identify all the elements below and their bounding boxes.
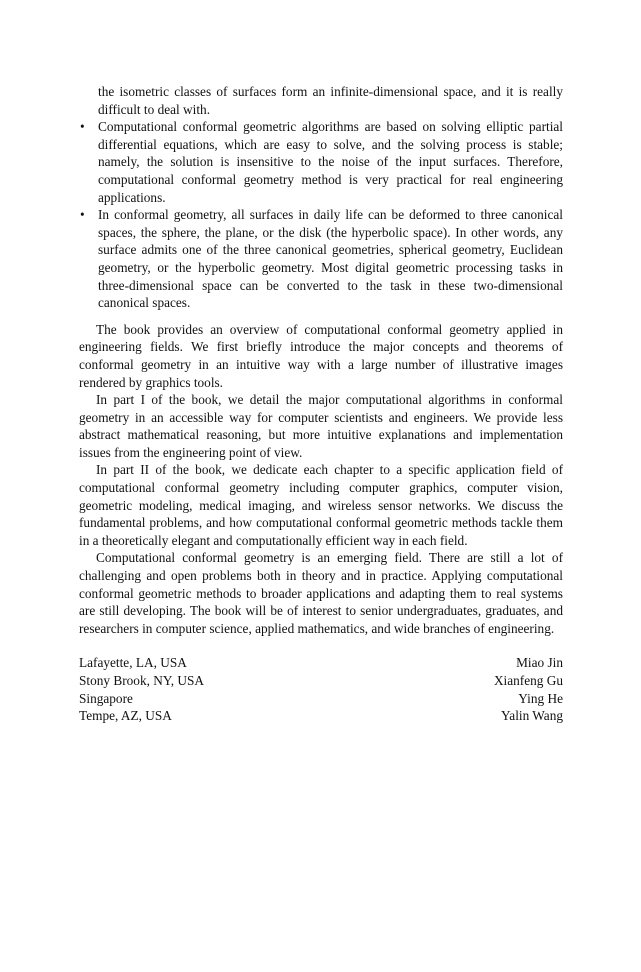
bullet-text: In conformal geometry, all surfaces in daily life can be deformed to three canonical spaces, the sphere, the plane, or the disk (the hyperbolic space). In other words, any surface admits one of the three canonical geometries, spherical geometry, Euclidean geometry, or the hyperbolic geometry. Most digital geometric processing tasks in three-dimensional space can be converted to the task in these two-dimensional canonical spaces.: [98, 207, 563, 311]
signature-row: [79, 707, 563, 725]
paragraph-overview: The book provides an overview of computational conformal geometry applied in engineering fields. We first briefly introduce the major concepts and theorems of conformal geometry in an intuitive way with a large number of illustrative images rendered by graphics tools.: [79, 321, 563, 390]
paragraph-part-two: In part II of the book, we dedicate each chapter to a specific application field of computational conformal geometry including computer graphics, computer vision, geometric modeling, medical imaging, and wireless sensor networks. We discuss the fundamental problems, and how computational conformal geometric methods tackle them in a theoretically elegant and computationally efficient way in each field.: [79, 462, 563, 548]
bullet-icon: •: [80, 119, 85, 135]
author-name: Yalin Wang: [501, 708, 563, 724]
author-location: Singapore: [79, 690, 133, 706]
author-location: Stony Brook, NY, USA: [79, 673, 204, 688]
paragraph-part-one: In part I of the book, we detail the major computational algorithms in conformal geometry in an accessible way for computer scientists and engineers. We provide less abstract mathematical reasoning, but more intuitive explanations and implementation issues from the engineering point of view.: [79, 392, 563, 460]
body-paragraphs: [79, 321, 563, 638]
author-name: Miao Jin: [516, 655, 563, 671]
preface-page: [79, 83, 563, 725]
author-signatures: [79, 654, 563, 724]
bullet-icon: •: [80, 207, 85, 223]
bullet-item: [79, 206, 563, 312]
signature-row: [79, 690, 563, 708]
continued-bullet-text: the isometric classes of surfaces form an infinite-dimensional space, and it is really difficult to deal with.: [98, 84, 563, 117]
bullet-list: [79, 118, 563, 312]
author-name: Xianfeng Gu: [493, 673, 563, 688]
author-location: Tempe, AZ, USA: [79, 708, 172, 724]
paragraph-conclusion: Computational conformal geometry is an emerging field. There are still a lot of challenging and open problems both in theory and in practice. Applying computational conformal geometric methods to broader applications and adapting them to real systems are still developing. The book will be of interest to senior undergraduates, graduates, and researchers in computer science, applied mathematics, and wide branches of engineering.: [79, 550, 563, 636]
signature-row: [79, 672, 563, 690]
signature-row: [79, 654, 563, 672]
author-name: Ying He: [518, 690, 563, 706]
bullet-text: Computational conformal geometric algorithms are based on solving elliptic partial differential equations, which are easy to solve, and the solving process is stable; namely, the solution is insensitive to the noise of the input surfaces. Therefore, computational conformal geometry method is very practical for real engineering applications.: [98, 119, 563, 205]
bullet-item: [79, 118, 563, 206]
author-location: Lafayette, LA, USA: [79, 655, 187, 671]
